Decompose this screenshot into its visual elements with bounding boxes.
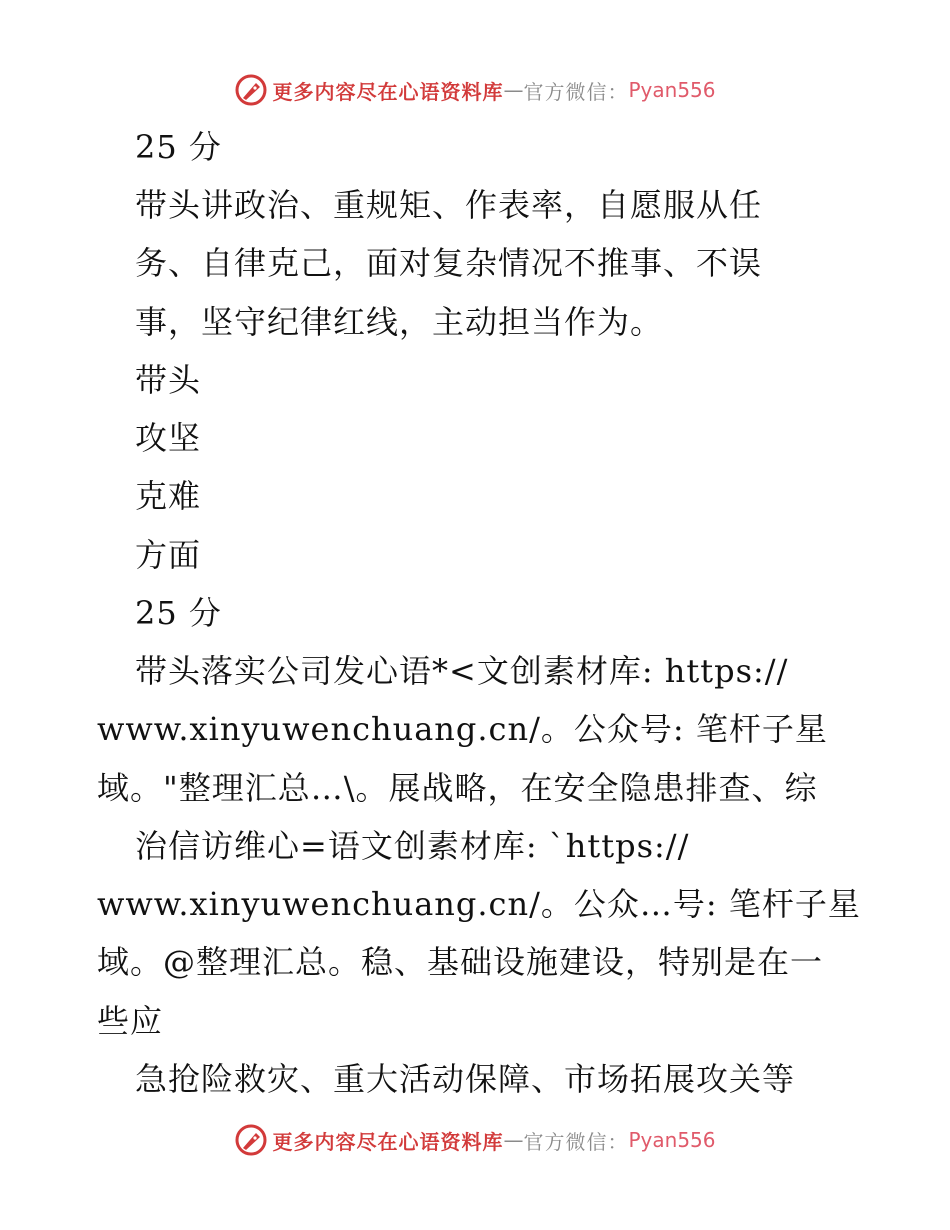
banner-dash: — [503, 78, 524, 102]
text-line: 事，坚守纪律红线，主动担当作为。 [135, 303, 664, 341]
header-banner [0, 70, 950, 110]
text-line: 治信访维心=语文创素材库: `https:// [135, 827, 690, 865]
text-line: 方面 [135, 536, 202, 574]
text-line: 些应 [97, 1002, 164, 1040]
text-line: 带头 [135, 361, 202, 399]
text-line: 务、自律克己，面对复杂情况不推事、不误 [135, 244, 763, 282]
pen-nib-logo-icon [234, 73, 268, 107]
banner-main-text: 更多内容尽在心语资料库 [272, 1129, 504, 1154]
banner-wechat-label: 官方微信： [523, 79, 629, 104]
text-line: 急抢险救灾、重大活动保障、市场拓展攻关等 [135, 1060, 796, 1098]
text-line: 攻坚 [135, 419, 202, 457]
text-line: 域。@整理汇总。稳、基础设施建设，特别是在一 [97, 943, 824, 981]
text-line: 克难 [135, 477, 202, 515]
banner-wechat-id: Pyan556 [628, 78, 716, 102]
banner-wechat-label: 官方微信： [523, 1129, 629, 1154]
text-line: www.xinyuwenchuang.cn/。公众号: 笔杆子星 [97, 710, 828, 748]
banner-dash: — [503, 1128, 524, 1152]
banner-wechat-id: Pyan556 [628, 1128, 716, 1152]
banner-main-text: 更多内容尽在心语资料库 [272, 79, 504, 104]
text-line: 25 分 [135, 128, 222, 166]
text-line: 带头讲政治、重规矩、作表率，自愿服从任 [135, 186, 763, 224]
text-line: 25 分 [135, 594, 222, 632]
pen-nib-logo-icon [234, 1123, 268, 1157]
text-line: 域。"整理汇总…\。展战略，在安全隐患排查、综 [97, 769, 818, 807]
text-line: www.xinyuwenchuang.cn/。公众…号: 笔杆子星 [97, 885, 861, 923]
footer-banner [0, 1120, 950, 1160]
text-line: 带头落实公司发心语*<文创素材库: https:// [135, 652, 789, 690]
